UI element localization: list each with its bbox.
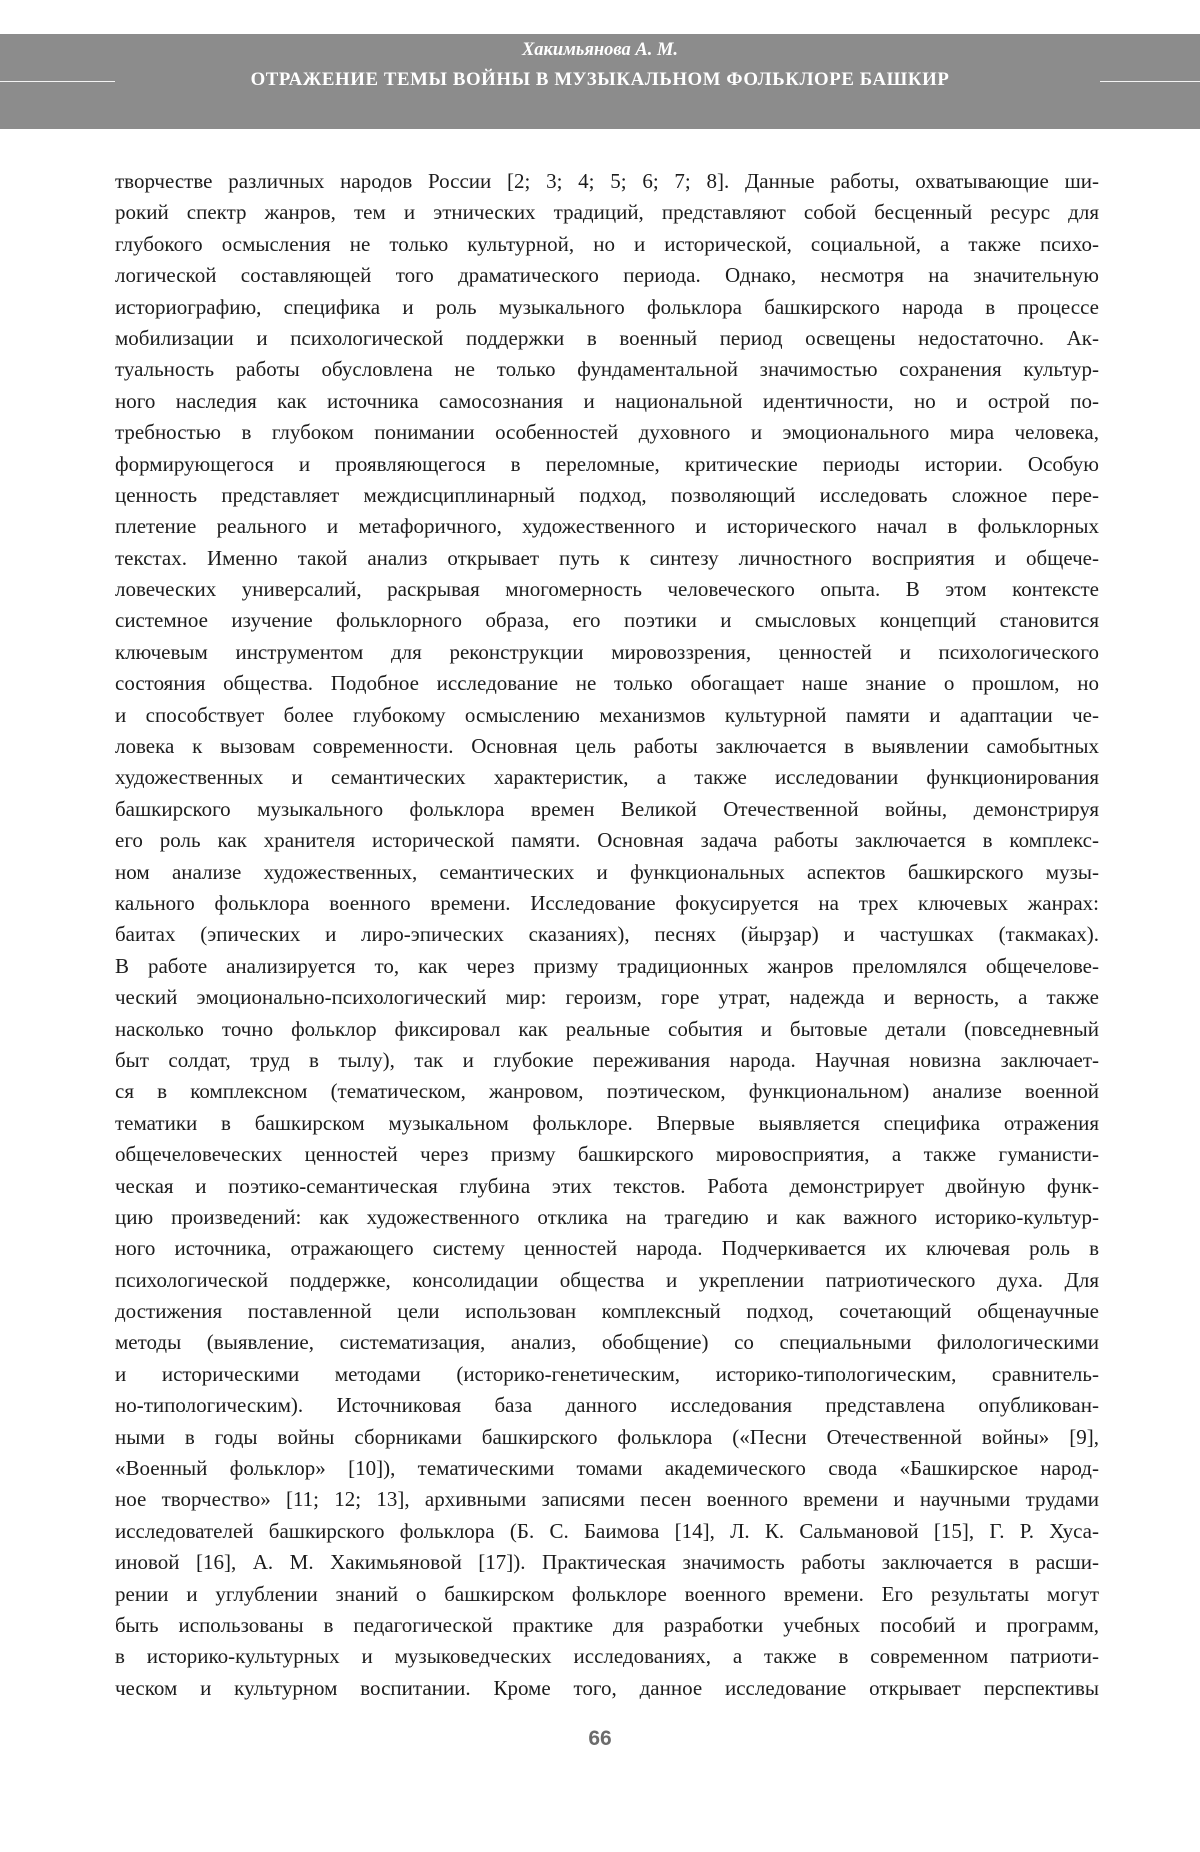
text-line: тематики в башкирском музыкальном фольклоре. Впервые выявляется специфика отражения [115, 1110, 1099, 1135]
text-line: ческий эмоционально-психологический мир: героизм, горе утрат, надежда и верность, а также [115, 985, 1099, 1010]
text-line: башкирского музыкального фольклора времен Великой Отечественной войны, демонстрируя [115, 796, 1099, 821]
running-header [0, 34, 1200, 129]
text-line: ного источника, отражающего систему ценностей народа. Подчеркивается их ключевая роль в [115, 1236, 1099, 1261]
text-line: В работе анализируется то, как через призму традиционных жанров преломлялся общечелове- [115, 953, 1099, 978]
text-line: рении и углублении знаний о башкирском фольклоре военного времени. Его результаты могут [115, 1581, 1099, 1606]
text-line: ключевым инструментом для реконструкции мировоззрения, ценностей и психологического [115, 639, 1099, 664]
text-line: глубокого осмысления не только культурной, но и исторической, социальной, а также психо- [115, 231, 1099, 256]
text-line: ное творчество» [11; 12; 13], архивными записями песен военного времени и научными трудами [115, 1487, 1099, 1512]
text-line: быть использованы в педагогической практике для разработки учебных пособий и программ, [115, 1612, 1099, 1637]
text-line: «Военный фольклор» [10]), тематическими томами академического свода «Башкирское народ- [115, 1456, 1099, 1481]
text-line: состояния общества. Подобное исследование не только обогащает наше знание о прошлом, но [115, 671, 1099, 696]
text-line: исследователей башкирского фольклора (Б. С. Баимова [14], Л. К. Сальмановой [15], Г. Р. Хуса- [115, 1518, 1099, 1543]
text-line: ся в комплексном (тематическом, жанровом, поэтическом, функциональном) анализе военной [115, 1079, 1099, 1104]
text-line: ловеческих универсалий, раскрывая многомерность человеческого опыта. В этом контексте [115, 577, 1099, 602]
text-line: общечеловеческих ценностей через призму башкирского мировосприятия, а также гуманисти- [115, 1142, 1099, 1167]
text-line: ческом и культурном воспитании. Кроме того, данное исследование открывает перспективы [115, 1675, 1099, 1700]
text-line: текстах. Именно такой анализ открывает путь к синтезу личностного восприятия и общече- [115, 545, 1099, 570]
text-line: но-типологическим). Источниковая база данного исследования представлена опубликован- [115, 1393, 1099, 1418]
text-line: историографию, специфика и роль музыкального фольклора башкирского народа в процессе [115, 294, 1099, 319]
text-line: художественных и семантических характеристик, а также исследовании функционирования [115, 765, 1099, 790]
text-line: мобилизации и психологической поддержки в военный период освещены недостаточно. Ак- [115, 325, 1099, 350]
text-line: ными в годы войны сборниками башкирского фольклора («Песни Отечественной войны» [9], [115, 1424, 1099, 1449]
text-line: баитах (эпических и лиро-эпических сказаниях), песнях (йырҙар) и частушках (такмаках). [115, 922, 1099, 947]
text-line: плетение реального и метафоричного, художественного и исторического начал в фольклорных [115, 514, 1099, 539]
text-line: туальность работы обусловлена не только фундаментальной значимостью сохранения культур- [115, 357, 1099, 382]
text-line: иновой [16], А. М. Хакимьяновой [17]). Практическая значимость работы заключается в расши- [115, 1550, 1099, 1575]
text-line: в историко-культурных и музыковедческих исследованиях, а также в современном патриоти- [115, 1644, 1099, 1669]
text-line: формирующегося и проявляющегося в переломные, критические периоды истории. Особую [115, 451, 1099, 476]
text-line: его роль как хранителя исторической памяти. Основная задача работы заключается в комплекс- [115, 828, 1099, 853]
text-line: ном анализе художественных, семантических и функциональных аспектов башкирского музы- [115, 859, 1099, 884]
text-line: ловека к вызовам современности. Основная цель работы заключается в выявлении самобытных [115, 734, 1099, 759]
text-line: и историческими методами (историко-генетическим, историко-типологическим, сравнитель- [115, 1361, 1099, 1386]
text-line: цию произведений: как художественного отклика на трагедию и как важного историко-культур- [115, 1204, 1099, 1229]
text-line: насколько точно фольклор фиксировал как реальные события и бытовые детали (повседневный [115, 1016, 1099, 1041]
text-line: логической составляющей того драматического периода. Однако, несмотря на значительную [115, 263, 1099, 288]
header-author: Хакимьянова А. М. [521, 40, 679, 60]
page-number: 66 [588, 1727, 612, 1750]
text-line: кального фольклора военного времени. Исследование фокусируется на трех ключевых жанрах: [115, 890, 1099, 915]
header-article-title: ОТРАЖЕНИЕ ТЕМЫ ВОЙНЫ В МУЗЫКАЛЬНОМ ФОЛЬКЛОРЕ БАШКИР [250, 69, 950, 90]
text-line: ческая и поэтико-семантическая глубина этих текстов. Работа демонстрирует двойную функ- [115, 1173, 1099, 1198]
body-paragraph [115, 166, 1099, 1704]
text-line: творчестве различных народов России [2; 3; 4; 5; 6; 7; 8]. Данные работы, охватывающие ши- [115, 169, 1099, 193]
text-line: рокий спектр жанров, тем и этнических традиций, представляют собой бесценный ресурс для [115, 200, 1099, 225]
text-line: психологической поддержке, консолидации общества и укреплении патриотического духа. Для [115, 1267, 1099, 1292]
text-line: требностью в глубоком понимании особенностей духовного и эмоционального мира человека, [115, 420, 1099, 445]
text-line: методы (выявление, систематизация, анализ, обобщение) со специальными филологическими [115, 1330, 1099, 1355]
text-line: и способствует более глубокому осмыслению механизмов культурной памяти и адаптации че- [115, 702, 1099, 727]
text-line: достижения поставленной цели использован комплексный подход, сочетающий общенаучные [115, 1299, 1099, 1324]
text-line: быт солдат, труд в тылу), так и глубокие переживания народа. Научная новизна заключает- [115, 1047, 1099, 1072]
text-line: ного наследия как источника самосознания и национальной идентичности, но и острой по- [115, 388, 1099, 413]
text-line: системное изучение фольклорного образа, его поэтики и смысловых концепций становится [115, 608, 1099, 633]
text-line: ценность представляет междисциплинарный подход, позволяющий исследовать сложное пере- [115, 482, 1099, 507]
